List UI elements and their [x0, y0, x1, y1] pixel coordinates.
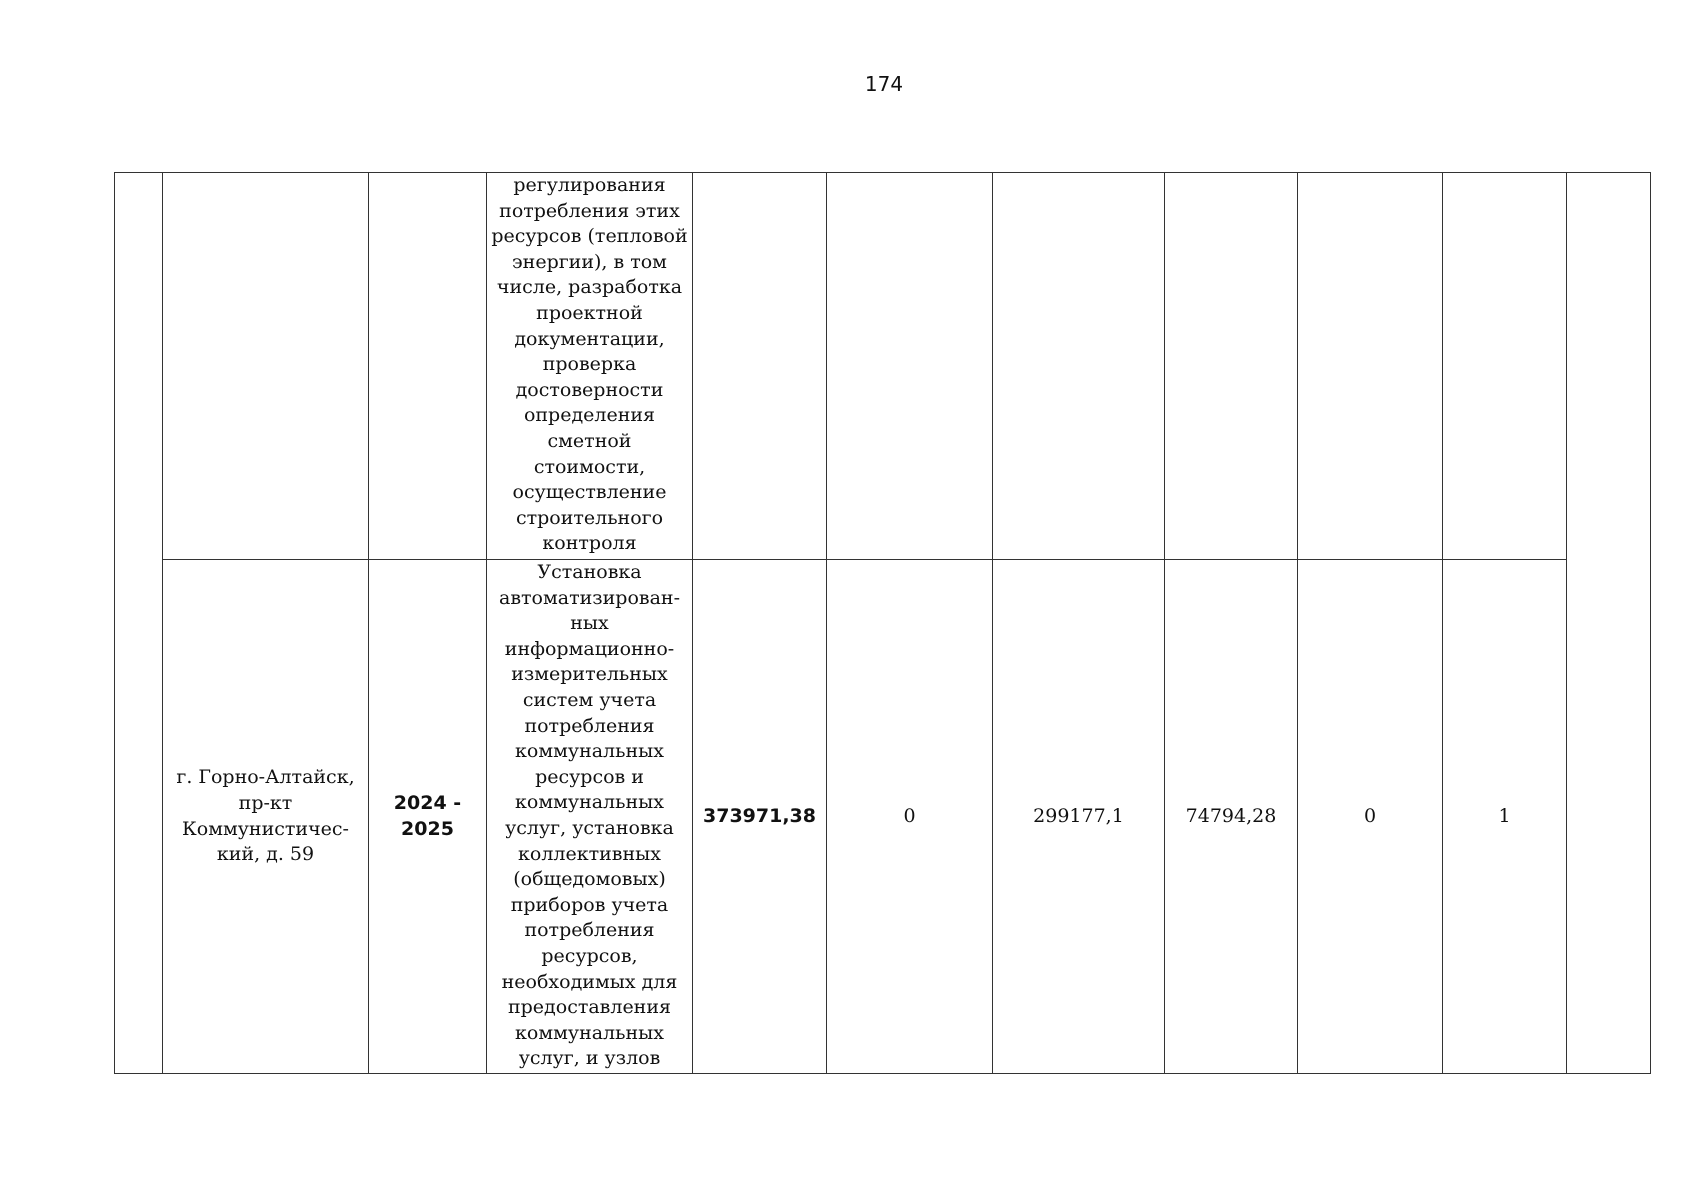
- address-cell: г. Горно-Алтайск, пр-кт Коммунистичес- кий, д. 59: [163, 560, 369, 1074]
- number-cell: [115, 173, 163, 1074]
- value-cell: 299177,1: [993, 560, 1165, 1074]
- address-cell: [163, 173, 369, 560]
- table-row: [115, 560, 1651, 1074]
- table-row: [115, 173, 1651, 560]
- value-cell: 0: [1298, 560, 1443, 1074]
- value-cell: [1443, 173, 1567, 560]
- work-description-cell: регулирования потребления этих ресурсов (тепловой энергии), в том числе, разработка проектной документации, проверка достоверности определения сметной стоимости, осуществление строительного контроля: [487, 173, 693, 560]
- period-cell: [369, 173, 487, 560]
- value-cell: [1298, 173, 1443, 560]
- page-number: 174: [864, 72, 904, 96]
- total-cost-cell: 373971,38: [693, 560, 827, 1074]
- value-cell: 74794,28: [1165, 560, 1298, 1074]
- value-cell: [827, 173, 993, 560]
- value-cell: [993, 173, 1165, 560]
- work-description-cell: Установка автоматизирован- ных информационно- измерительных систем учета потребления коммунальных ресурсов и коммунальных услуг, установка коллективных (общедомовых) приборов учета потребления ресурсов, необходимых для предоставления коммунальных услуг, и узлов: [487, 560, 693, 1074]
- period-cell: 2024 - 2025: [369, 560, 487, 1074]
- last-column-cell: [1567, 173, 1651, 1074]
- program-table: [114, 172, 1651, 1074]
- value-cell: 0: [827, 560, 993, 1074]
- value-cell: [1165, 173, 1298, 560]
- total-cost-cell: [693, 173, 827, 560]
- value-cell: 1: [1443, 560, 1567, 1074]
